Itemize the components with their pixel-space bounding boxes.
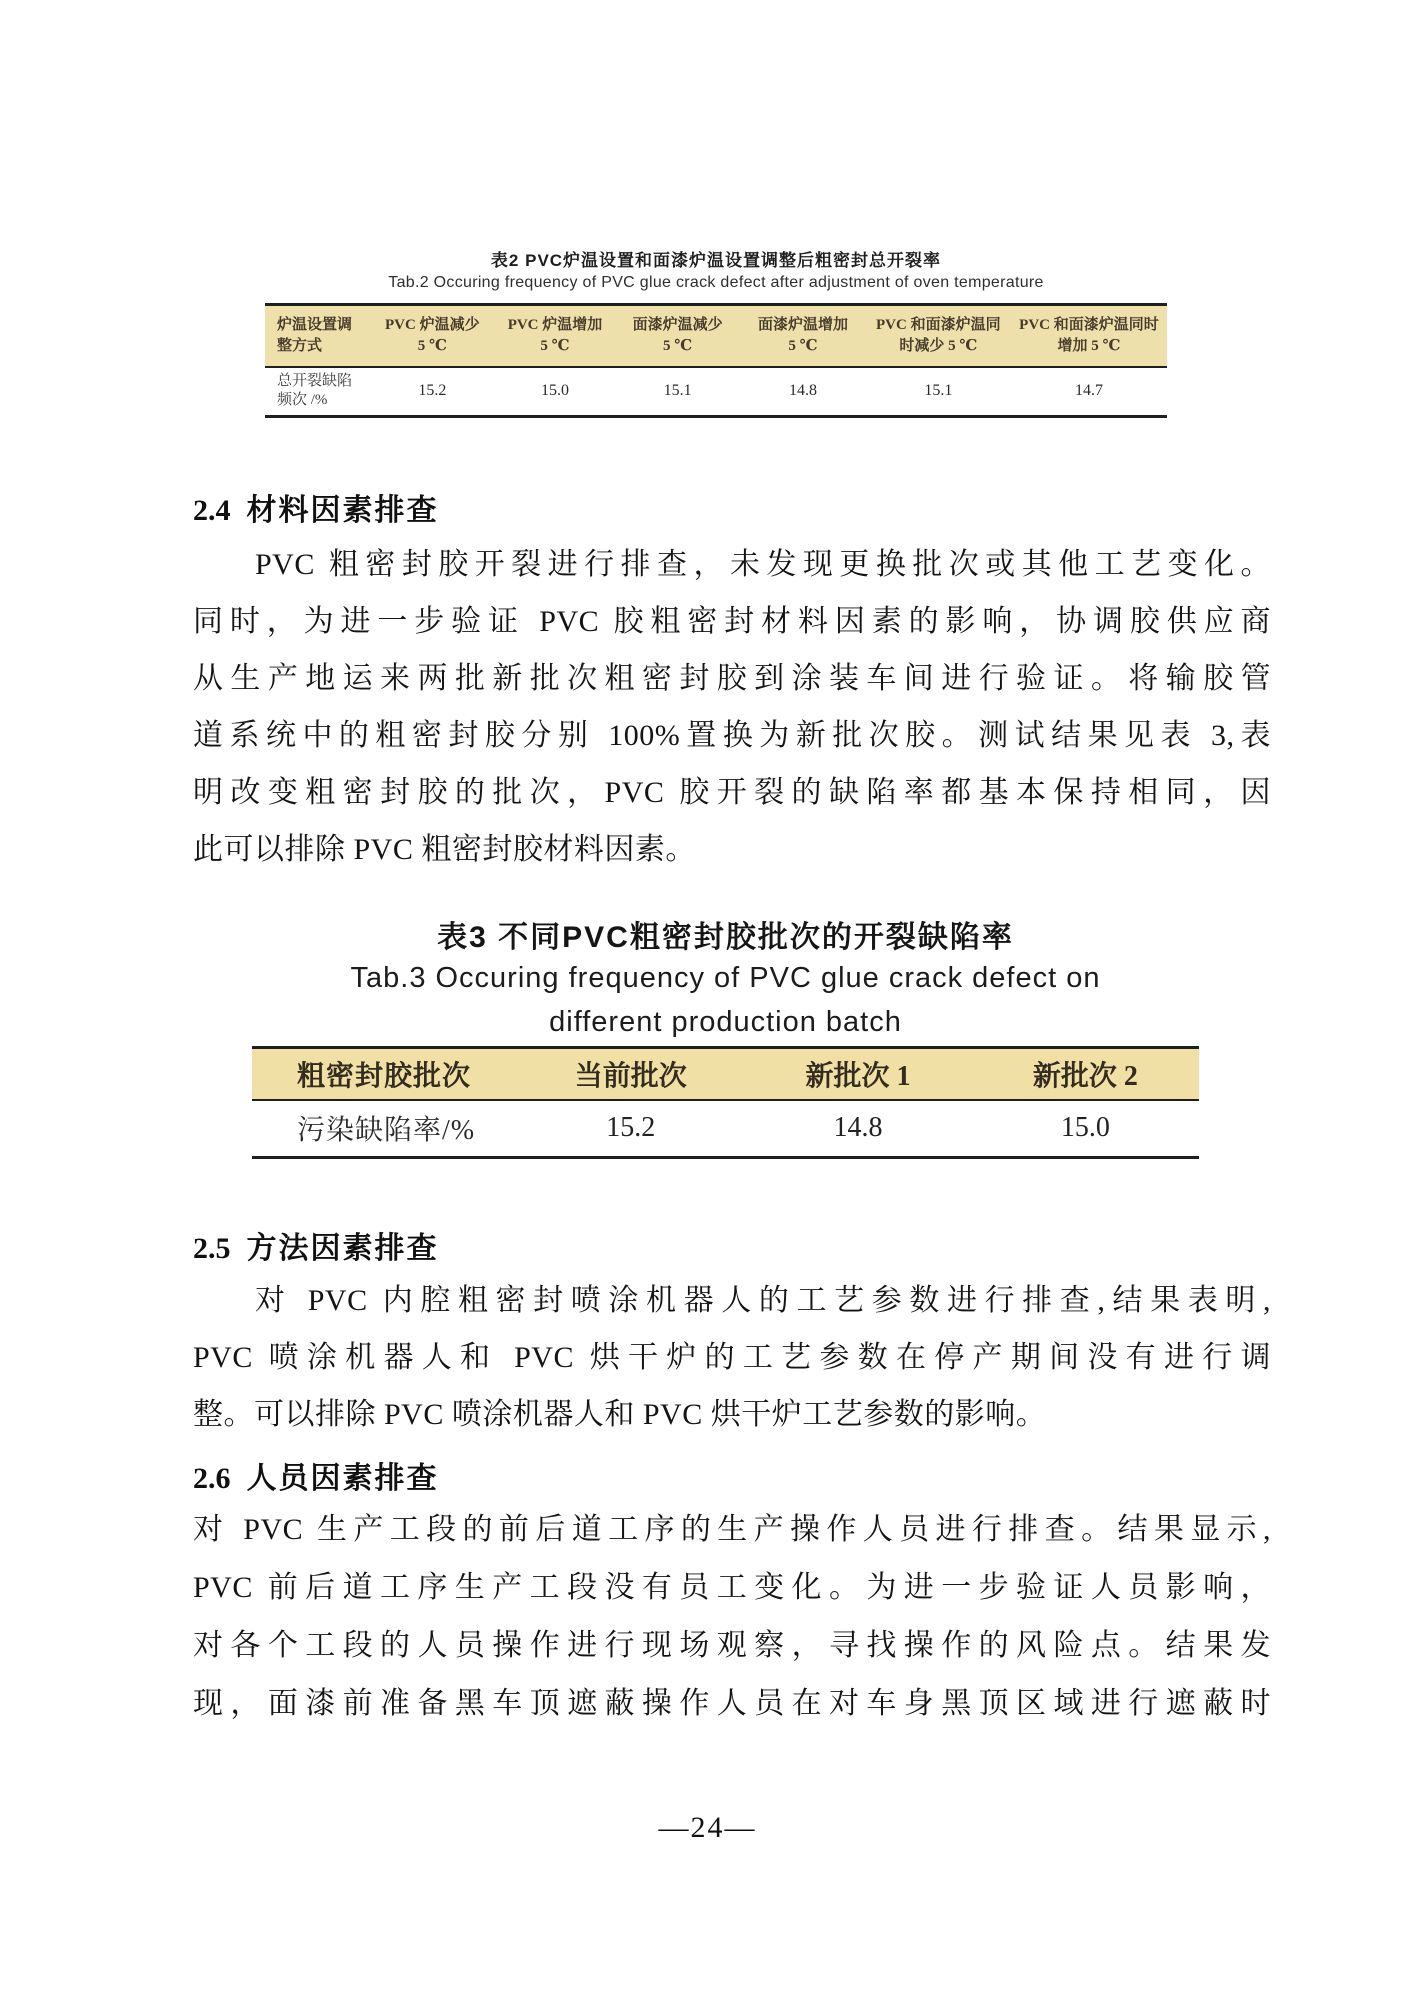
table2-data-row — [265, 367, 1167, 417]
row-label-line: 总开裂缺陷 — [277, 373, 353, 390]
table2-caption-zh: 表2 PVC炉温设置和面漆炉温设置调整后粗密封总开裂率 — [490, 251, 942, 270]
table2-caption-en: Tab.2 Occuring frequency of PVC glue crack defect after adjustment of oven temperature — [388, 274, 1044, 291]
header-line: PVC 炉温减少 — [385, 316, 480, 333]
table3-cell: 15.0 — [1060, 1112, 1110, 1144]
section-title: 人员因素排查 — [246, 1462, 439, 1495]
paragraph-2-5 — [193, 1272, 1271, 1443]
header-line: PVC 炉温增加 — [507, 316, 603, 333]
table2-cell: 15.2 — [418, 382, 447, 400]
paragraph-line: 道系统中的粗密封胶分别 100%置换为新批次胶。测试结果见表 3,表 — [193, 719, 1271, 752]
header-line: 5 ℃ — [788, 337, 818, 354]
paragraph-line: 对 PVC 内腔粗密封喷涂机器人的工艺参数进行排查,结果表明, — [255, 1284, 1271, 1317]
header-line: 炉温设置调 — [277, 316, 353, 333]
paragraph-line: 此可以排除 PVC 粗密封胶材料因素。 — [193, 833, 696, 866]
table2-cell: 14.7 — [1074, 382, 1103, 400]
section-title: 方法因素排查 — [246, 1232, 439, 1265]
paragraph-line: 对各个工段的人员操作进行现场观察，寻找操作的风险点。结果发 — [193, 1629, 1271, 1662]
table3 — [252, 1046, 1199, 1159]
table3-data-row — [252, 1100, 1199, 1158]
table2-header-row — [265, 305, 1167, 367]
table3-caption-zh: 表3 不同PVC粗密封胶批次的开裂缺陷率 — [437, 921, 1014, 954]
section-heading-2-5 — [193, 1230, 439, 1268]
table2-header-cell — [265, 305, 370, 367]
paragraph-line: PVC 粗密封胶开裂进行排查，未发现更换批次或其他工艺变化。 — [255, 548, 1271, 581]
header-line: 面漆炉温增加 — [758, 316, 849, 333]
header-line: 增加 5 ℃ — [1057, 337, 1121, 354]
table3-cell: 15.2 — [606, 1112, 656, 1144]
header-line: PVC 和面漆炉温同 — [876, 316, 1001, 333]
section-title: 材料因素排查 — [246, 494, 439, 527]
header-line: 整方式 — [277, 337, 323, 354]
section-heading-2-4 — [193, 492, 439, 530]
table3-header-cell: 新批次 2 — [1032, 1060, 1138, 1092]
page-number: —24— — [658, 1811, 757, 1844]
table2-header-cell — [495, 305, 615, 367]
table2-header-cell — [615, 305, 740, 367]
paragraph-line: 同时，为进一步验证 PVC 胶粗密封材料因素的影响，协调胶供应商 — [193, 605, 1271, 638]
table2 — [265, 303, 1167, 418]
paragraph-line: 对 PVC 生产工段的前后道工序的生产操作人员进行排查。结果显示, — [193, 1513, 1271, 1546]
table3-row-label: 污染缺陷率/% — [297, 1115, 476, 1147]
header-line: 5 ℃ — [663, 337, 693, 354]
section-heading-2-6 — [193, 1460, 439, 1498]
table3-header-cell: 新批次 1 — [805, 1060, 911, 1092]
table3-caption-en-line1: Tab.3 Occuring frequency of PVC glue crack defect on — [350, 962, 1101, 994]
table2-header-cell — [1011, 305, 1167, 367]
table2-header-cell — [866, 305, 1011, 367]
table2-cell: 15.1 — [663, 382, 692, 400]
paragraph-line: PVC 喷涂机器人和 PVC 烘干炉的工艺参数在停产期间没有进行调 — [193, 1341, 1271, 1374]
paragraph-line: 现，面漆前准备黑车顶遮蔽操作人员在对车身黑顶区域进行遮蔽时 — [193, 1687, 1271, 1720]
header-line: 时减少 5 ℃ — [899, 337, 978, 354]
paragraph-line: 明改变粗密封胶的批次，PVC 胶开裂的缺陷率都基本保持相同，因 — [193, 776, 1271, 809]
section-number: 2.6 — [193, 1462, 231, 1495]
table3-cell: 14.8 — [833, 1112, 883, 1144]
paragraph-line: 从生产地运来两批新批次粗密封胶到涂装车间进行验证。将输胶管 — [193, 662, 1271, 695]
table3-header-cell: 当前批次 — [574, 1060, 687, 1092]
section-number: 2.5 — [193, 1232, 231, 1265]
header-line: 面漆炉温减少 — [632, 316, 723, 333]
table3-header-row — [252, 1048, 1199, 1100]
header-line: PVC 和面漆炉温同时 — [1019, 316, 1159, 333]
row-label-line: 频次 /% — [277, 392, 328, 409]
header-line: 5 ℃ — [417, 337, 447, 354]
table2-cell: 15.0 — [540, 382, 569, 400]
table2-row-label — [265, 367, 370, 417]
paragraph-2-4 — [193, 536, 1271, 878]
table2-block — [265, 250, 1167, 418]
table2-header-cell — [370, 305, 495, 367]
paragraph-2-6 — [193, 1501, 1271, 1733]
paragraph-line: 整。可以排除 PVC 喷涂机器人和 PVC 烘干炉工艺参数的影响。 — [193, 1398, 1047, 1431]
table2-cell: 14.8 — [789, 382, 818, 400]
table3-block — [252, 920, 1199, 1159]
table3-caption-en-line2: different production batch — [549, 1006, 902, 1038]
paragraph-line: PVC 前后道工序生产工段没有员工变化。为进一步验证人员影响， — [193, 1571, 1271, 1604]
header-line: 5 ℃ — [540, 337, 570, 354]
section-number: 2.4 — [193, 494, 231, 527]
table2-cell: 15.1 — [924, 382, 953, 400]
table2-header-cell — [740, 305, 865, 367]
table3-header-cell: 粗密封胶批次 — [297, 1060, 472, 1092]
